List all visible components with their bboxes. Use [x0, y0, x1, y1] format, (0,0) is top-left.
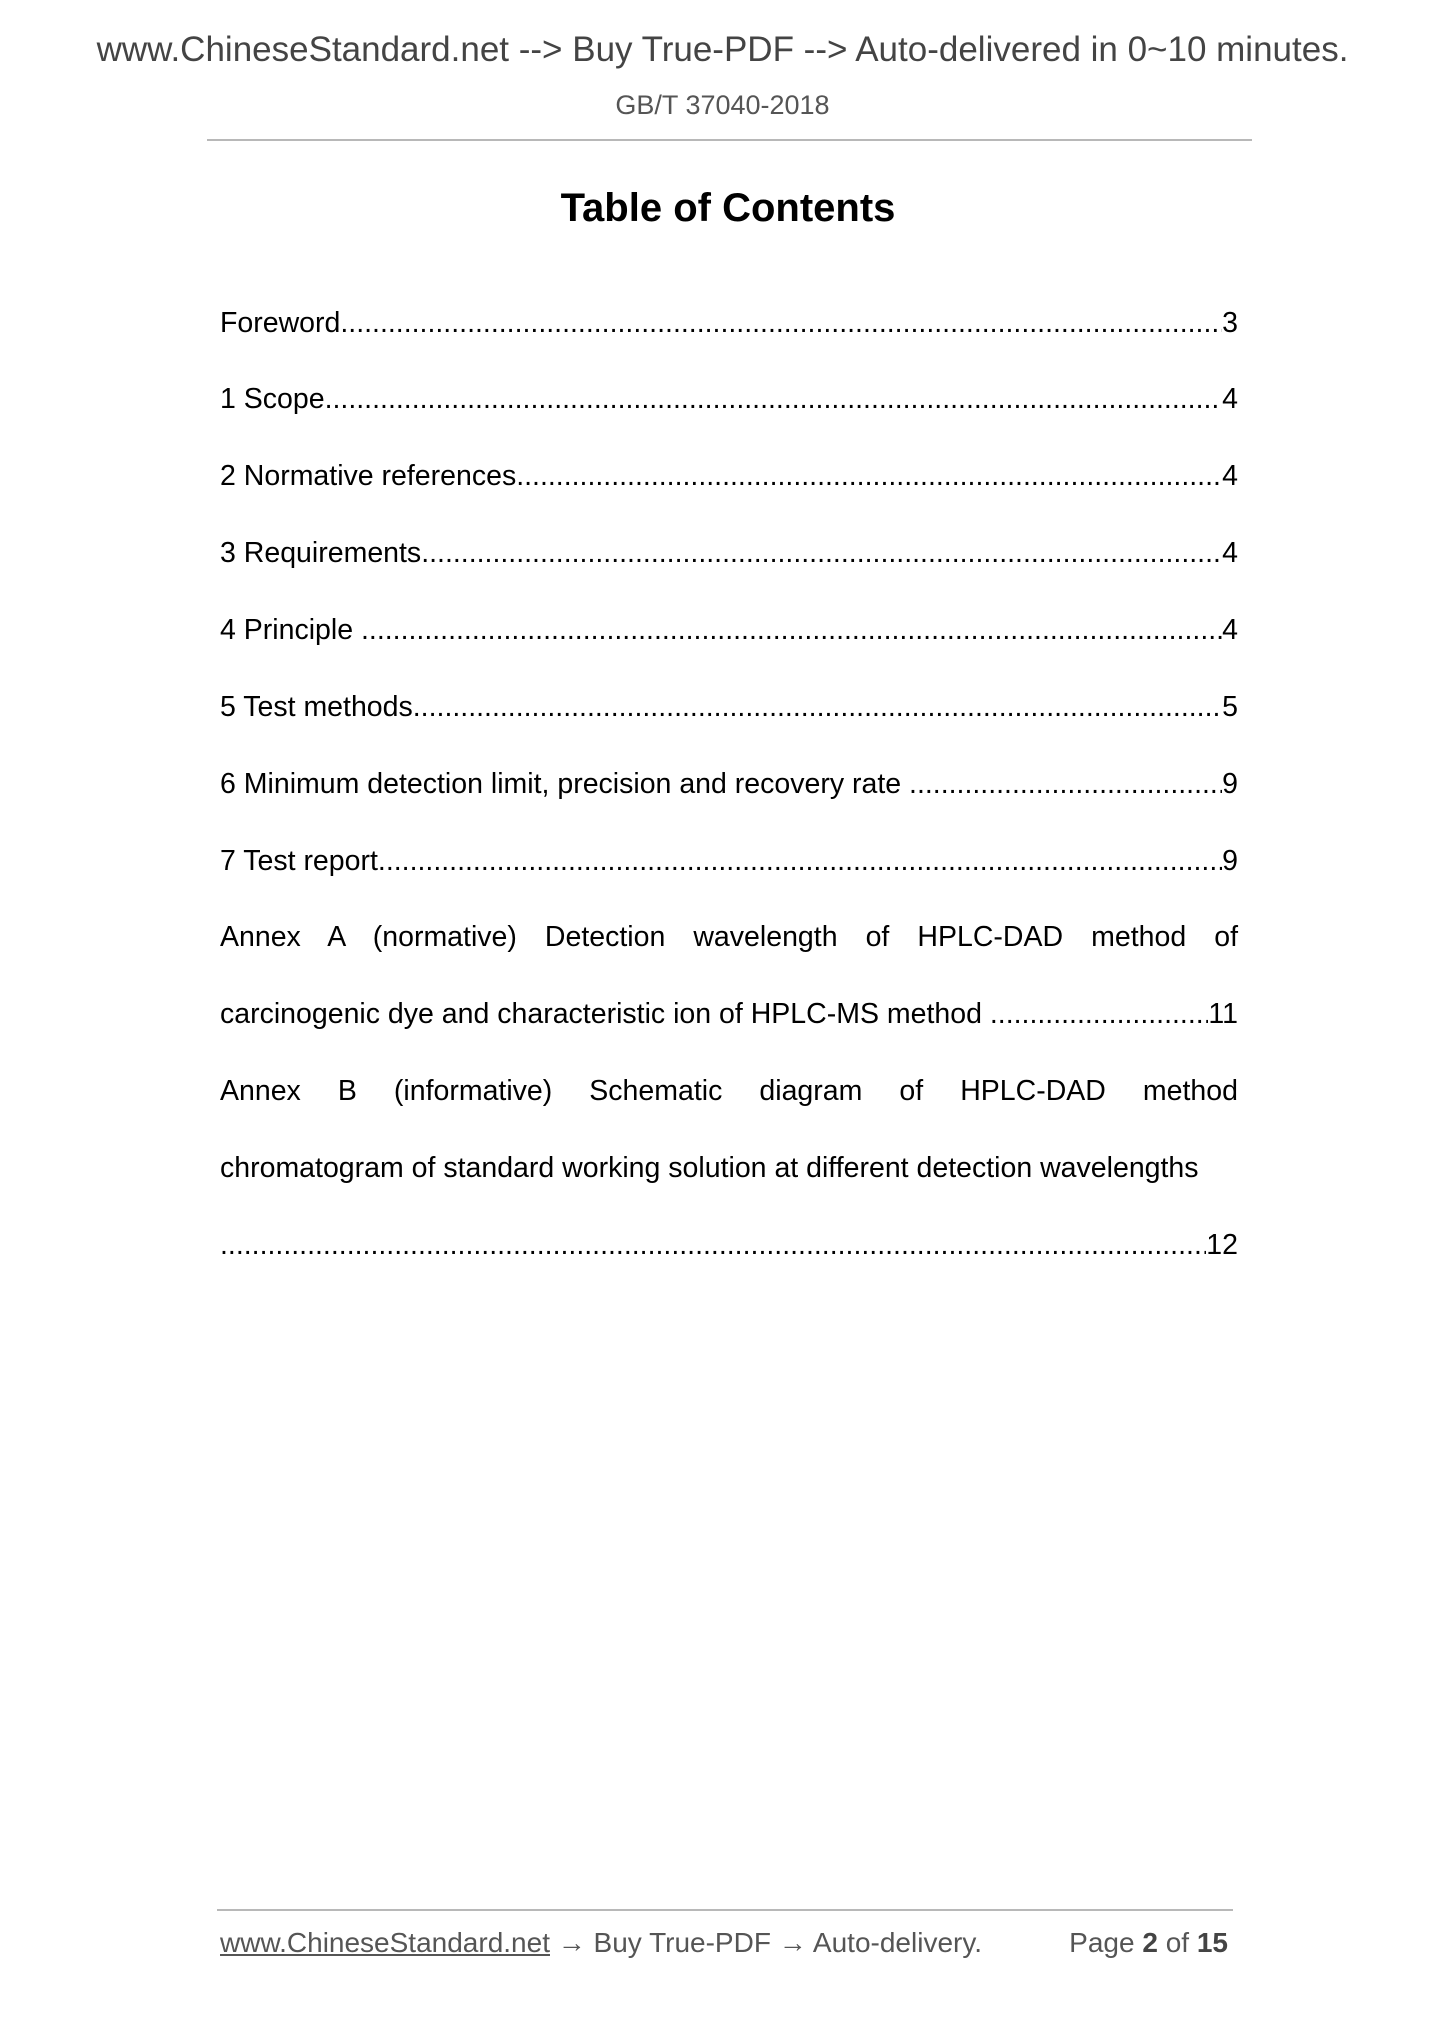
toc-entry-page: 12 [1206, 1229, 1238, 1261]
toc-entry-test-report[interactable] [220, 839, 1238, 883]
footer-tagline: → Buy True-PDF → Auto-delivery. [549, 1927, 983, 1958]
toc-entry-scope[interactable] [220, 377, 1238, 421]
dot-leader [220, 1223, 1206, 1267]
dot-leader [340, 301, 1222, 345]
toc-entry-detection-limit[interactable] [220, 762, 1238, 806]
footer-site-link[interactable]: www.ChineseStandard.net [220, 1927, 550, 1958]
dot-leader [361, 608, 1222, 652]
toc-entry-annex-a-line1[interactable]: Annex A (normative) Detection wavelength of HPLC-DAD method of [220, 921, 1238, 953]
dot-leader [378, 839, 1222, 883]
of-word: of [1165, 1927, 1190, 1958]
toc-entry-page: 9 [1222, 768, 1238, 800]
toc-entry-normative-references[interactable] [220, 454, 1238, 498]
dot-leader [516, 454, 1222, 498]
current-page: 2 [1142, 1927, 1158, 1958]
toc-entry-label: 1 Scope [220, 383, 325, 415]
dot-leader [421, 531, 1222, 575]
page-word: Page [1069, 1927, 1135, 1958]
toc-entry-label: Foreword [220, 307, 341, 339]
header-divider [207, 139, 1252, 141]
dot-leader [413, 685, 1222, 729]
toc-entry-label: 6 Minimum detection limit, precision and recovery rate [220, 768, 910, 800]
page-indicator [1069, 1927, 1228, 1959]
toc-entry-label: 3 Requirements [220, 537, 422, 569]
toc-entry-label: 2 Normative references [220, 460, 517, 492]
total-pages: 15 [1196, 1927, 1228, 1958]
toc-entry-page: 9 [1222, 845, 1238, 877]
dot-leader [990, 992, 1209, 1036]
toc-entry-label: 5 Test methods [220, 691, 413, 723]
dot-leader [909, 762, 1222, 806]
toc-entry-label: carcinogenic dye and characteristic ion of HPLC-MS method [220, 998, 990, 1030]
dot-leader [325, 377, 1223, 421]
toc-entry-page: 4 [1222, 460, 1238, 492]
toc-entry-page: 4 [1222, 383, 1238, 415]
toc-entry-annex-b-line1[interactable]: Annex B (informative) Schematic diagram of HPLC-DAD method [220, 1075, 1238, 1107]
toc-entry-principle[interactable] [220, 608, 1238, 652]
toc-entry-label: 4 Principle [220, 614, 361, 646]
footer-divider [217, 1909, 1233, 1911]
toc-entry-page: 11 [1208, 998, 1238, 1030]
toc-entry-foreword[interactable] [220, 301, 1238, 345]
toc-entry-page: 4 [1222, 537, 1238, 569]
toc-entry-label: 7 Test report [220, 845, 378, 877]
toc-entry-page: 3 [1222, 307, 1238, 339]
footer-left [220, 1927, 982, 1959]
toc-entry-annex-b-line2[interactable]: chromatogram of standard working solution at different detection wavelengths [220, 1152, 1199, 1184]
document-id: GB/T 37040-2018 [615, 90, 830, 120]
toc-entry-annex-a[interactable] [220, 992, 1238, 1036]
toc-entry-page: 5 [1222, 691, 1238, 723]
top-banner: www.ChineseStandard.net --> Buy True-PDF --> Auto-delivered in 0~10 minutes. [96, 30, 1349, 69]
toc-title: Table of Contents [560, 186, 896, 230]
toc-entry-requirements[interactable] [220, 531, 1238, 575]
toc-entry-annex-b[interactable] [220, 1223, 1238, 1267]
toc-entry-test-methods[interactable] [220, 685, 1238, 729]
toc-entry-page: 4 [1222, 614, 1238, 646]
